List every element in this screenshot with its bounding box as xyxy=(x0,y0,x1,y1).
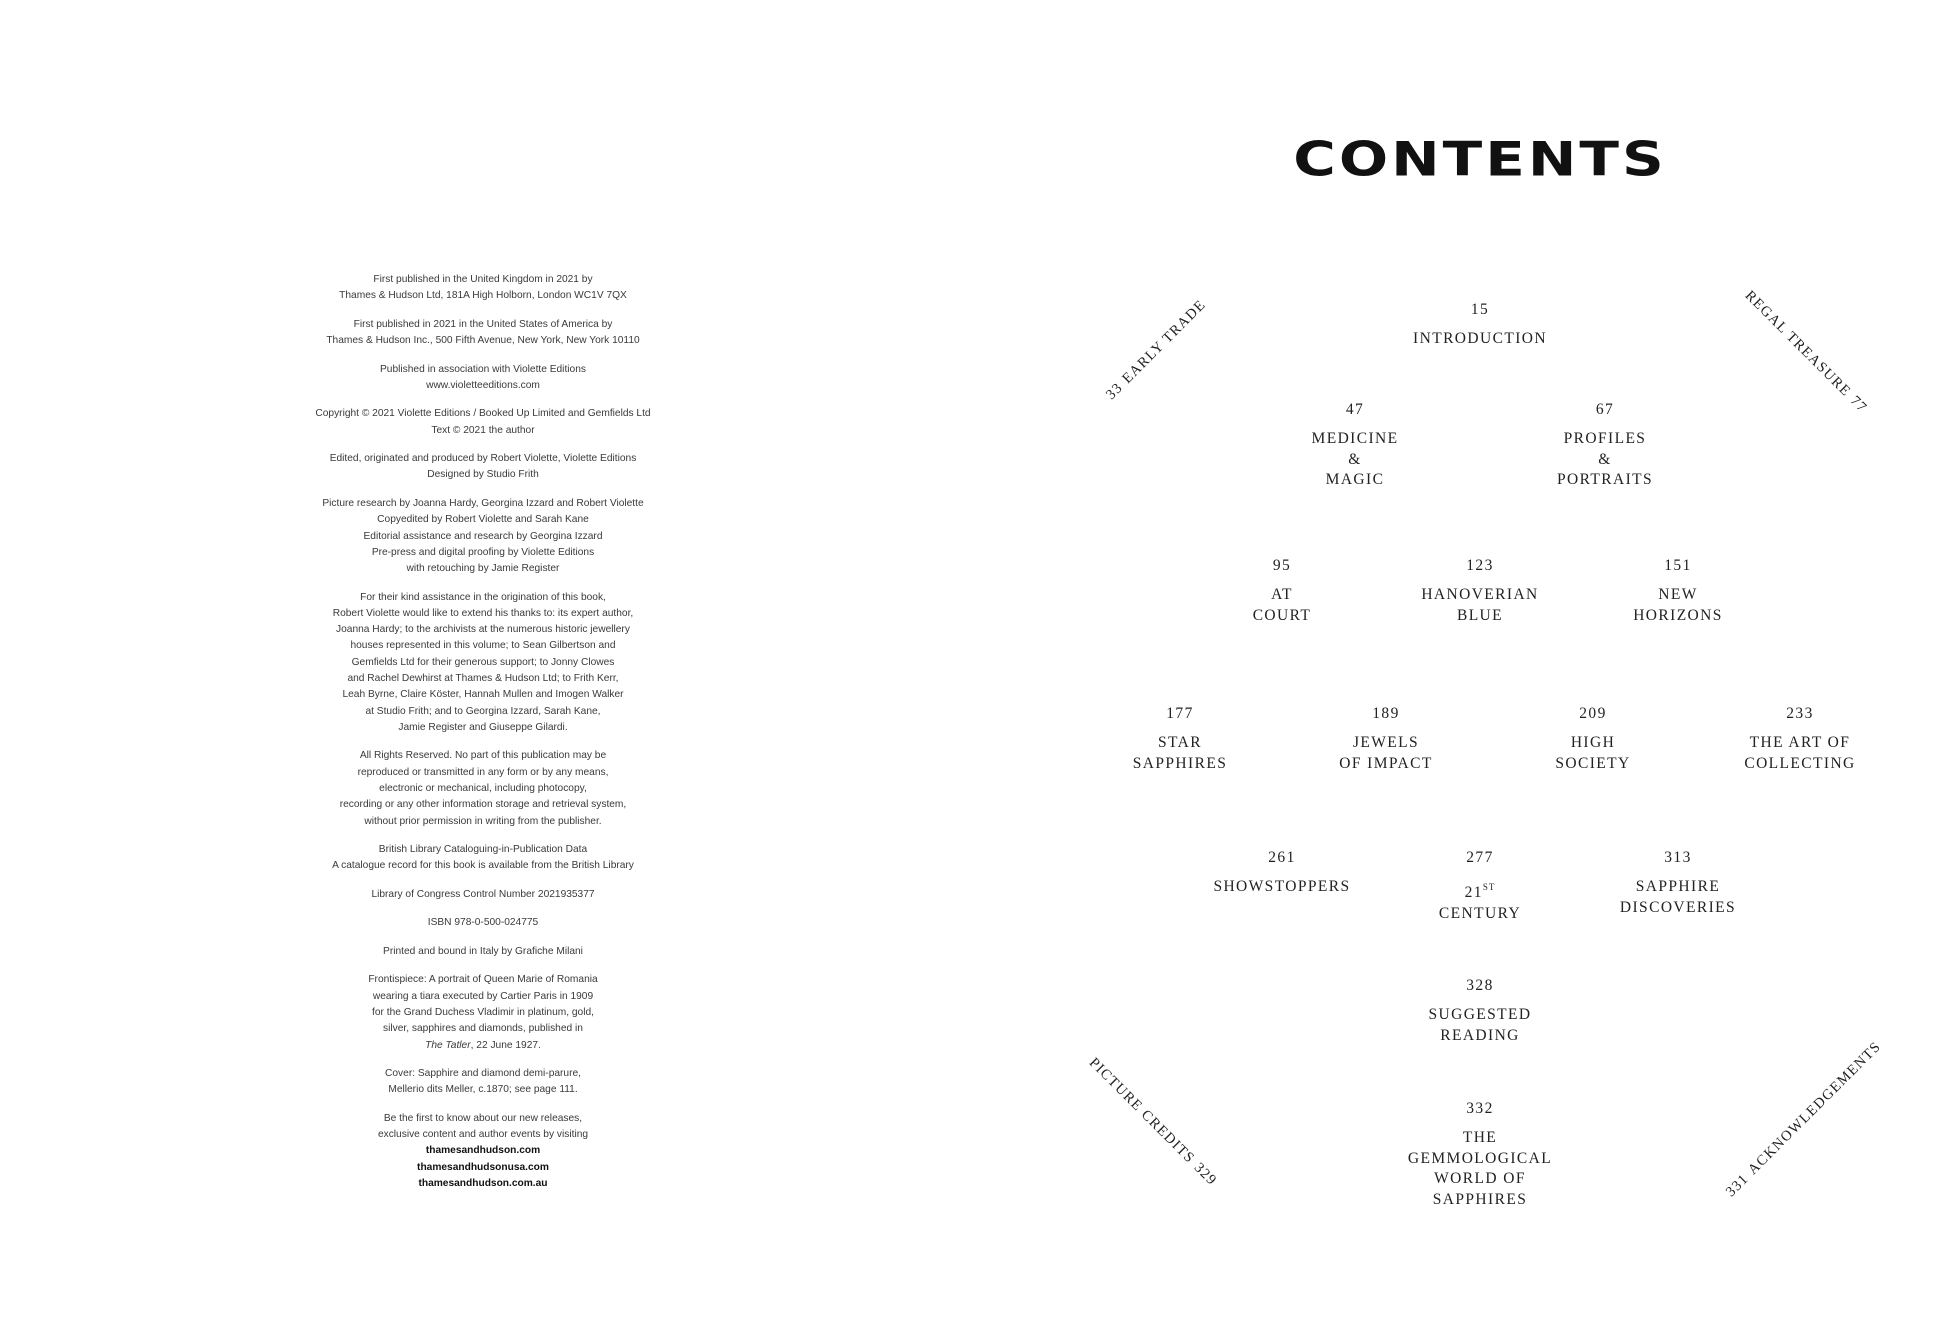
chapter-title-line xyxy=(1473,754,1713,775)
colophon-line: Thames & Hudson Inc., 500 Fifth Avenue, New York, New York 10110 xyxy=(326,335,640,347)
colophon-line: for the Grand Duchess Vladimir in platinum, gold, xyxy=(372,1006,594,1018)
chapter-title-line xyxy=(1558,877,1798,898)
colophon-line: Printed and bound in Italy by Grafiche Milani xyxy=(383,945,583,957)
colophon-paragraph xyxy=(278,272,688,305)
contents-entry[interactable] xyxy=(1473,704,1713,774)
colophon-line: at Studio Frith; and to Georgina Izzard, Sarah Kane, xyxy=(365,705,601,717)
page-number: 277 xyxy=(1466,849,1494,866)
chapter-title-text: THE ART OF xyxy=(1749,734,1851,751)
contents-entry[interactable] xyxy=(1360,300,1600,350)
chapter-title-line xyxy=(1235,470,1475,491)
colophon-line: Robert Violette would like to extend his thanks to: its expert author, xyxy=(332,607,634,619)
chapter-title-text: OF IMPACT xyxy=(1339,754,1433,772)
page-number: 331 xyxy=(1722,1170,1753,1201)
chapter-title-line xyxy=(1060,754,1300,775)
chapter-title-line xyxy=(1558,585,1798,606)
page-number: 332 xyxy=(1466,1100,1494,1117)
publication-title: The Tatler xyxy=(425,1039,471,1051)
chapter-title-line xyxy=(1680,754,1920,775)
ordinal-suffix: ST xyxy=(1482,882,1496,892)
chapter-title-line xyxy=(1266,733,1506,754)
contents-entry[interactable] xyxy=(1060,704,1300,774)
contents-corner-entry[interactable] xyxy=(1076,274,1232,430)
contents-corner-entry[interactable] xyxy=(1077,1046,1233,1202)
chapter-title-text: SUGGESTED xyxy=(1428,1006,1532,1023)
chapter-title-text: INTRODUCTION xyxy=(1413,330,1547,347)
chapter-title-text: GEMMOLOGICAL xyxy=(1407,1149,1553,1167)
colophon-paragraph xyxy=(278,496,688,577)
colophon-line: Copyedited by Robert Violette and Sarah Kane xyxy=(377,514,589,526)
contents-entry[interactable] xyxy=(1360,976,1600,1046)
page-number: 329 xyxy=(1190,1159,1220,1189)
website-link[interactable]: thamesandhudson.com.au xyxy=(418,1177,548,1189)
chapter-title-text: HANOVERIAN xyxy=(1421,586,1539,603)
colophon-line: Published in association with Violette Editions xyxy=(380,363,586,375)
chapter-title-line xyxy=(1360,1190,1600,1211)
colophon-paragraph xyxy=(278,362,688,395)
chapter-title-text: SAPPHIRES xyxy=(1432,1190,1528,1208)
chapter-title-text: READING xyxy=(1440,1026,1520,1044)
contents-entry[interactable] xyxy=(1235,400,1475,491)
chapter-title-line xyxy=(1360,1128,1600,1149)
contents-entry[interactable] xyxy=(1266,704,1506,774)
chapter-title-text: HORIZONS xyxy=(1633,606,1723,624)
page-number: 67 xyxy=(1595,401,1615,418)
colophon-paragraph xyxy=(278,944,688,960)
chapter-title-line xyxy=(1235,429,1475,450)
colophon-line: Gemfields Ltd for their generous support; to Jonny Clowes xyxy=(351,656,615,668)
chapter-title-text: WORLD OF xyxy=(1434,1170,1526,1187)
chapter-title-text: AT xyxy=(1271,586,1293,603)
colophon-line: Picture research by Joanna Hardy, Georgina Izzard and Robert Violette xyxy=(322,497,644,509)
website-link[interactable]: thamesandhudsonusa.com xyxy=(417,1161,549,1173)
page-number: 177 xyxy=(1166,705,1194,722)
colophon-line: recording or any other information storage and retrieval system, xyxy=(339,799,627,811)
chapter-title-text: COURT xyxy=(1252,606,1312,624)
chapter-title-line xyxy=(1360,1149,1600,1170)
page-number: 313 xyxy=(1664,849,1692,866)
page-number: 123 xyxy=(1466,557,1494,574)
colophon-line: exclusive content and author events by visiting xyxy=(377,1129,589,1141)
colophon-paragraph xyxy=(278,915,688,931)
website-link[interactable]: thamesandhudson.com xyxy=(425,1145,541,1157)
colophon-line: silver, sapphires and diamonds, published in xyxy=(383,1023,583,1035)
page-number: 77 xyxy=(1846,392,1871,417)
colophon-line: For their kind assistance in the origination of this book, xyxy=(360,591,606,603)
chapter-title-text: SAPPHIRE xyxy=(1635,878,1721,895)
page-number: 15 xyxy=(1470,301,1490,318)
colophon-line: All Rights Reserved. No part of this publication may be xyxy=(359,750,607,762)
chapter-title-text: 21 xyxy=(1464,884,1483,901)
page-number: 233 xyxy=(1786,705,1814,722)
colophon-line: Editorial assistance and research by Georgina Izzard xyxy=(363,530,603,542)
colophon-line: Be the first to know about our new releases, xyxy=(383,1112,583,1124)
colophon-paragraph xyxy=(278,590,688,737)
contents-entry[interactable] xyxy=(1485,400,1725,491)
chapter-title-text: PROFILES xyxy=(1563,430,1647,447)
contents-entry[interactable] xyxy=(1558,848,1798,918)
chapter-title-line xyxy=(1485,450,1725,471)
chapter-title-text: MEDICINE xyxy=(1311,430,1399,447)
page-number: 209 xyxy=(1579,705,1607,722)
colophon-line: First published in 2021 in the United States of America by xyxy=(353,318,613,330)
colophon-line: with retouching by Jamie Register xyxy=(406,563,560,575)
chapter-title-line xyxy=(1060,733,1300,754)
chapter-title-text: JEWELS xyxy=(1352,734,1420,751)
colophon-line: Library of Congress Control Number 2021935377 xyxy=(371,888,595,900)
colophon-paragraph xyxy=(278,406,688,439)
colophon-line: Text © 2021 the author xyxy=(431,424,535,436)
chapter-title-text: REGAL TREASURE xyxy=(1741,287,1854,400)
publication-date: , 22 June 1927. xyxy=(470,1039,541,1051)
chapter-title-text: DISCOVERIES xyxy=(1619,898,1737,916)
contents-entry[interactable] xyxy=(1360,1099,1600,1210)
frontispiece-source-line xyxy=(278,1038,688,1054)
chapter-title-text: SHOWSTOPPERS xyxy=(1213,878,1351,895)
chapter-title-text: PICTURE CREDITS xyxy=(1085,1054,1198,1167)
chapter-title-line xyxy=(1360,1005,1600,1026)
contents-entry[interactable] xyxy=(1558,556,1798,626)
colophon-line: ISBN 978-0-500-024775 xyxy=(427,917,539,929)
colophon-line: First published in the United Kingdom in 2021 by xyxy=(373,274,593,285)
colophon-line: electronic or mechanical, including photocopy, xyxy=(379,783,587,795)
chapter-title-text: SAPPHIRES xyxy=(1132,754,1228,772)
page-number: 151 xyxy=(1664,557,1692,574)
chapter-title-text: BLUE xyxy=(1456,606,1504,624)
colophon-line: Leah Byrne, Claire Köster, Hannah Mullen and Imogen Walker xyxy=(342,689,624,701)
contents-entry[interactable] xyxy=(1680,704,1920,774)
chapter-title-text: MAGIC xyxy=(1325,471,1385,488)
colophon-line: www.violetteeditions.com xyxy=(426,379,540,391)
chapter-title-line xyxy=(1680,733,1920,754)
colophon-line: wearing a tiara executed by Cartier Paris in 1909 xyxy=(372,990,594,1002)
chapter-title-text: & xyxy=(1348,450,1362,468)
chapter-title-text: COLLECTING xyxy=(1744,754,1856,772)
colophon-line: and Rachel Dewhirst at Thames & Hudson Ltd; to Frith Kerr, xyxy=(347,673,619,685)
chapter-title-line xyxy=(1485,429,1725,450)
colophon-line: British Library Cataloguing-in-Publication Data xyxy=(378,844,588,856)
colophon-paragraph xyxy=(278,1066,688,1099)
colophon-paragraph xyxy=(278,317,688,350)
contents-title: CONTENTS xyxy=(1293,131,1667,187)
colophon-paragraph xyxy=(278,1111,688,1192)
colophon-line: reproduced or transmitted in any form or by any means, xyxy=(357,766,609,778)
colophon-text xyxy=(278,272,688,1204)
chapter-title-text: STAR xyxy=(1158,734,1202,751)
colophon-line: Designed by Studio Frith xyxy=(427,469,539,481)
chapter-title-line xyxy=(1360,1169,1600,1190)
chapter-title-line xyxy=(1473,733,1713,754)
page-number: 328 xyxy=(1466,977,1494,994)
contents-corner-entry[interactable] xyxy=(1717,1038,1885,1206)
page-number: 189 xyxy=(1372,705,1400,722)
chapter-title-line xyxy=(1558,606,1798,627)
colophon-line: Jamie Register and Giuseppe Gilardi. xyxy=(398,721,568,733)
page-number: 33 xyxy=(1103,379,1127,403)
page-number: 261 xyxy=(1268,849,1296,866)
chapter-title-text: PORTRAITS xyxy=(1556,471,1654,488)
colophon-line: Mellerio dits Meller, c.1870; see page 111. xyxy=(388,1084,578,1096)
chapter-title-text: NEW xyxy=(1658,586,1698,603)
page-number: 95 xyxy=(1272,557,1292,574)
colophon-line: Pre-press and digital proofing by Violette Editions xyxy=(371,546,595,558)
chapter-title-text: EARLY TRADE xyxy=(1119,296,1210,387)
colophon-line: Joanna Hardy; to the archivists at the numerous historic jewellery xyxy=(336,624,630,636)
chapter-title-text: CENTURY xyxy=(1438,904,1522,922)
contents-corner-entry[interactable] xyxy=(1730,276,1886,432)
chapter-title-text: ACKNOWLEDGEMENTS xyxy=(1745,1038,1885,1178)
chapter-title-line xyxy=(1360,329,1600,350)
colophon-paragraph xyxy=(278,887,688,903)
colophon-paragraph xyxy=(278,972,688,1053)
colophon-paragraph xyxy=(278,451,688,484)
colophon-paragraph xyxy=(278,842,688,875)
chapter-title-text: & xyxy=(1598,450,1612,468)
chapter-title-line xyxy=(1235,450,1475,471)
colophon-line: houses represented in this volume; to Sean Gilbertson and xyxy=(350,640,616,652)
page-number: 47 xyxy=(1345,401,1365,418)
colophon-line: Copyright © 2021 Violette Editions / Booked Up Limited and Gemfields Ltd xyxy=(315,408,651,420)
colophon-line: Frontispiece: A portrait of Queen Marie of Romania xyxy=(368,974,598,986)
chapter-title-line xyxy=(1485,470,1725,491)
chapter-title-text: SOCIETY xyxy=(1555,754,1631,772)
chapter-title-text: THE xyxy=(1462,1129,1498,1146)
chapter-title-line xyxy=(1558,898,1798,919)
colophon-line: Thames & Hudson Ltd, 181A High Holborn, London WC1V 7QX xyxy=(339,290,627,302)
colophon-paragraph xyxy=(278,748,688,829)
chapter-title-text: HIGH xyxy=(1570,734,1616,751)
colophon-line: Cover: Sapphire and diamond demi-parure, xyxy=(385,1068,581,1080)
chapter-title-line xyxy=(1266,754,1506,775)
colophon-line: without prior permission in writing from the publisher. xyxy=(364,815,602,827)
chapter-title-line xyxy=(1360,1026,1600,1047)
colophon-line: A catalogue record for this book is available from the British Library xyxy=(332,860,634,872)
colophon-line: Edited, originated and produced by Robert Violette, Violette Editions xyxy=(329,453,637,465)
